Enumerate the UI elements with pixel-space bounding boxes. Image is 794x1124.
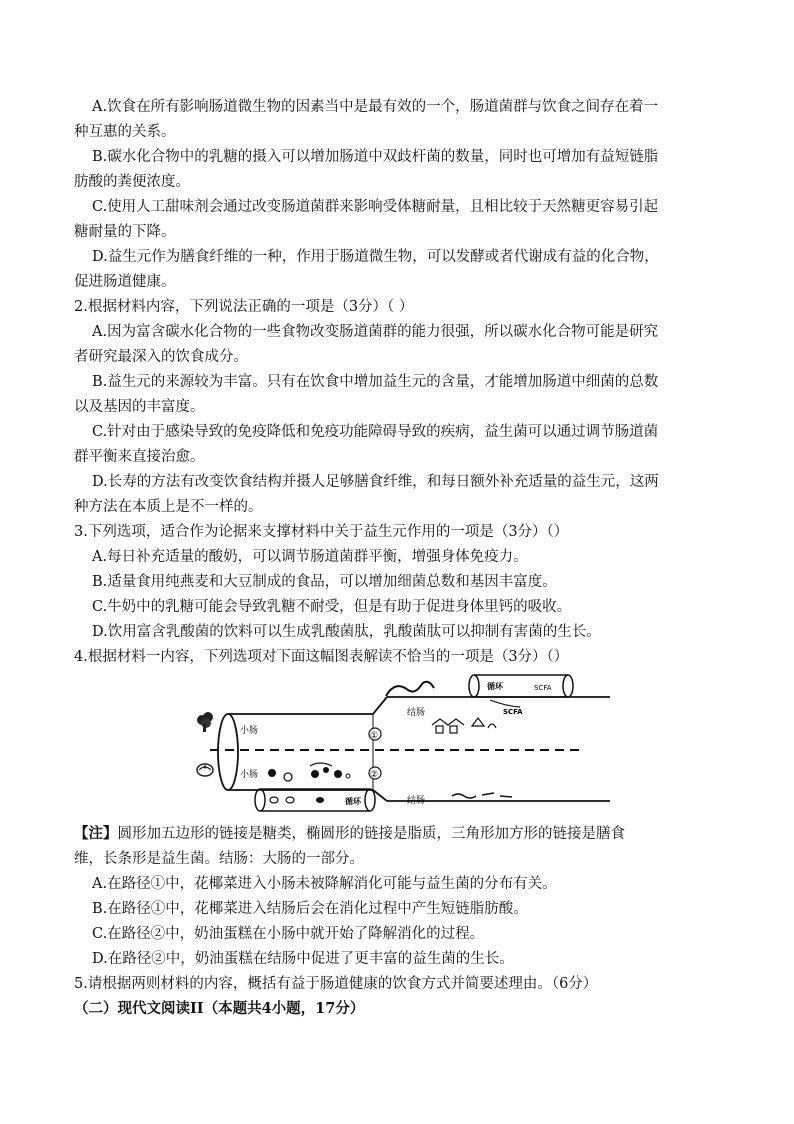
funnel-top-line bbox=[373, 697, 387, 714]
scfa-label-2: SCFA bbox=[503, 708, 523, 716]
colon-label-top: 结肠 bbox=[407, 708, 426, 718]
squiggle-top-icon bbox=[386, 682, 434, 696]
q1-option-c-line1: C.使用人工甜味剂会通过改变肠道菌群来影响受体糖耐量，且相比较于天然糖更容易引起 bbox=[92, 199, 659, 215]
q2-option-a-line2: 者研究最深入的饮食成分。 bbox=[74, 349, 248, 365]
small-intestine-label-top: 小肠 bbox=[240, 726, 259, 736]
colon-label-bottom: 结肠 bbox=[407, 796, 426, 806]
q3-option-c: C.牛奶中的乳糖可能会导致乳糖不耐受，但是有助于促进身体里钙的吸收。 bbox=[92, 599, 572, 615]
note-label: 【注】 bbox=[74, 825, 118, 842]
q4-note-line2: 维，长条形是益生菌。结肠：大肠的一部分。 bbox=[74, 851, 364, 867]
small-intestine-label-bottom: 小肠 bbox=[240, 770, 259, 780]
q2-option-b-line2: 以及基因的丰富度。 bbox=[74, 399, 205, 415]
q3-stem: 3.下列选项，适合作为论据来支撑材料中关于益生元作用的一项是（3分）（） bbox=[74, 524, 569, 540]
q2-option-c-line1: C.针对由于感染导致的免疫降低和免疫功能障碍导致的疾病，益生菌可以通过调节肠道菌 bbox=[92, 424, 659, 440]
q4-stem: 4.根据材料一内容，下列选项对下面这幅图表解读不恰当的一项是（3分）（） bbox=[74, 649, 569, 665]
gut-pathway-diagram bbox=[190, 670, 610, 820]
scfa-label-1: SCFA bbox=[534, 684, 552, 692]
q1-option-a-line1: A.饮食在所有影响肠道微生物的因素当中是最有效的一个，肠道菌群与饮食之间存在着一 bbox=[92, 99, 659, 115]
q4-option-c: C.在路径②中，奶油蛋糕在小肠中就开始了降解消化的过程。 bbox=[92, 926, 485, 942]
path-1-label: ① bbox=[370, 731, 379, 741]
probiotic-icon bbox=[452, 793, 512, 798]
cake-icon bbox=[197, 764, 213, 776]
q2-stem: 2.根据材料内容，下列说法正确的一项是（3分）（ ） bbox=[74, 299, 414, 315]
q1-option-d-line2: 促进肠道健康。 bbox=[74, 274, 176, 290]
q1-option-d-line1: D.益生元作为膳食纤维的一种，作用于肠道微生物，可以发酵或者代谢成有益的化合物， bbox=[92, 249, 659, 265]
circulation-label-bottom: 循环 bbox=[345, 797, 361, 806]
q3-option-a: A.每日补充适量的酸奶，可以调节肠道菌群平衡，增强身体免疫力。 bbox=[92, 549, 528, 565]
q4-note-line1 bbox=[74, 823, 625, 845]
q3-option-d: D.饮用富含乳酸菌的饮料可以生成乳酸菌肽，乳酸菌肽可以抑制有害菌的生长。 bbox=[92, 624, 601, 640]
dietary-fiber-chain-icon bbox=[432, 718, 496, 733]
circulation-tube-top bbox=[469, 675, 573, 697]
q1-option-b-line2: 肪酸的粪便浓度。 bbox=[74, 174, 190, 190]
q5-stem: 5.请根据两则材料的内容，概括有益于肠道健康的饮食方式并简要述理由。（6分） bbox=[74, 976, 598, 992]
q4-option-d: D.在路径②中，奶油蛋糕在结肠中促进了更丰富的益生菌的生长。 bbox=[92, 951, 514, 967]
q4-option-a: A.在路径①中，花椰菜进入小肠未被降解消化可能与益生菌的分布有关。 bbox=[92, 876, 557, 892]
broccoli-icon bbox=[197, 712, 213, 732]
q2-option-d-line1: D.长寿的方法有改变饮食结构并摄人足够膳食纤维，和每日额外补充适量的益生元，这两 bbox=[92, 474, 659, 490]
q4-option-b: B.在路径①中，花椰菜进入结肠后会在消化过程中产生短链脂肪酸。 bbox=[92, 901, 528, 917]
note-text-1: 圆形加五边形的链接是糖类，椭圆形的链接是脂质，三角形加方形的链接是膳食 bbox=[117, 826, 625, 842]
q2-option-b-line1: B.益生元的来源较为丰富。只有在饮食中增加益生元的含量，才能增加肠道中细菌的总数 bbox=[92, 374, 659, 390]
section-title: （二）现代文阅读II（本题共4小题，17分） bbox=[74, 1000, 365, 1017]
circulation-label-top: 循环 bbox=[487, 682, 503, 691]
circulation-particles-icon bbox=[270, 797, 324, 803]
q2-option-c-line2: 群平衡来直接治愈。 bbox=[74, 449, 205, 465]
q3-option-b: B.适量食用纯燕麦和大豆制成的食品，可以增加细菌总数和基因丰富度。 bbox=[92, 574, 557, 590]
path-2-label: ② bbox=[370, 770, 379, 780]
q1-option-a-line2: 种互惠的关系。 bbox=[74, 124, 176, 140]
q1-option-b-line1: B.碳水化合物中的乳糖的摄入可以增加肠道中双歧杆菌的数量，同时也可增加有益短链脂 bbox=[92, 149, 659, 165]
lipid-chain-icon bbox=[268, 763, 350, 781]
q2-option-d-line2: 种方法在本质上是不一样的。 bbox=[74, 499, 263, 515]
q1-option-c-line2: 糖耐量的下降。 bbox=[74, 224, 176, 240]
q2-option-a-line1: A.因为富含碳水化合物的一些食物改变肠道菌群的能力很强，所以碳水化合物可能是研究 bbox=[92, 324, 659, 340]
scfa-arrow bbox=[490, 700, 520, 707]
